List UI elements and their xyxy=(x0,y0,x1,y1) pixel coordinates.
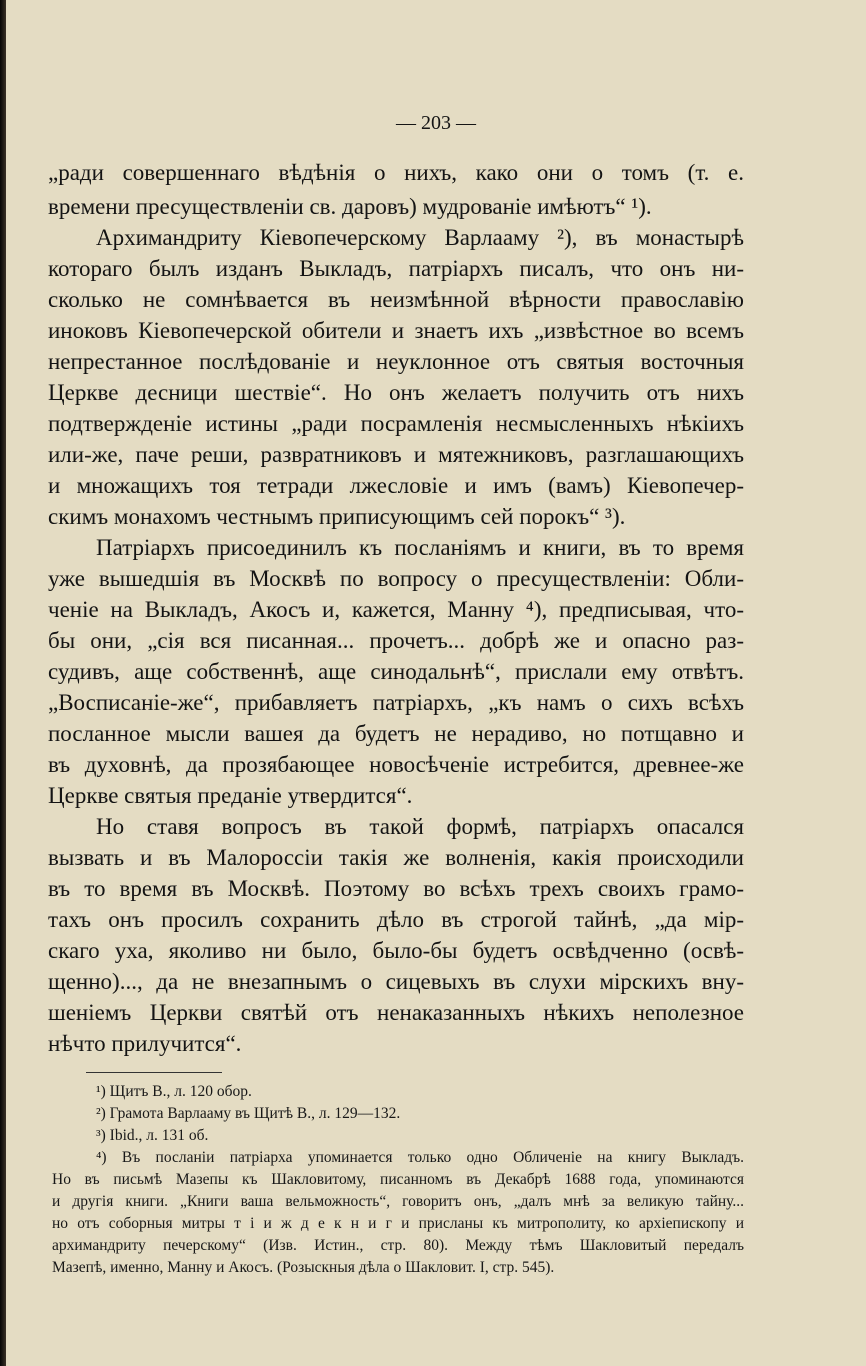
body-line: „Восписаніе-же“, прибавляетъ патріархъ, „къ намъ о сихъ всѣхъ xyxy=(48,690,744,715)
body-line: посланное мысли вашея да будетъ не нерадиво, но потщавно и xyxy=(48,721,744,746)
body-line: непрестанное послѣдованіе и неуклонное отъ святыя восточныя xyxy=(48,349,744,374)
body-line: иноковъ Кіевопечерской обители и знаетъ ихъ „извѣстное во всемъ xyxy=(48,318,744,343)
footnote: ³) Ibid., л. 131 об. xyxy=(96,1127,209,1144)
footnote-line: но отъ соборныя митры т і и ж д е к н и г и присланы къ митрополиту, ко архіепископу и xyxy=(52,1215,744,1232)
paragraph-start-line: Архимандриту Кіевопечерскому Варлааму ²), въ монастырѣ xyxy=(96,225,744,250)
page-number: — 203 — xyxy=(396,112,476,134)
body-line: сколько не сомнѣвается въ неизмѣнной вѣрности православію xyxy=(48,287,744,312)
body-line: шеніемъ Церкви святѣй отъ ненаказанныхъ нѣкихъ неполезное xyxy=(48,1000,744,1025)
body-line: подтвержденіе истины „ради посрамленія несмысленныхъ нѣкіихъ xyxy=(48,411,744,436)
body-line: въ духовнѣ, да прозябающее новосѣченіе истребится, древнее-же xyxy=(48,752,744,777)
body-line: скимъ монахомъ честнымъ приписующимъ сей порокъ“ ³). xyxy=(48,504,626,529)
body-line: судивъ, аще собственнѣ, аще синодальнѣ“, прислали ему отвѣтъ. xyxy=(48,659,744,684)
footnote: ⁴) Въ посланіи патріарха упоминается только одно Обличеніе на книгу Выкладъ. xyxy=(96,1149,744,1166)
body-line: ченіе на Выкладъ, Акосъ и, кажется, Манну ⁴), предписывая, что- xyxy=(48,597,744,622)
body-line: времени пресуществленіи св. даровъ) мудрованіе имѣютъ“ ¹). xyxy=(48,194,652,219)
paragraph-start-line: Патріархъ присоединилъ къ посланіямъ и книги, въ то время xyxy=(96,535,744,560)
body-line: тахъ онъ просилъ сохранить дѣло въ строгой тайнѣ, „да мір- xyxy=(48,907,744,932)
body-line: нѣчто прилучится“. xyxy=(48,1031,242,1056)
body-line: котораго былъ изданъ Выкладъ, патріархъ писалъ, что онъ ни- xyxy=(48,256,744,281)
body-line: Церкве святыя преданіе утвердится“. xyxy=(48,783,413,808)
body-line: или-же, паче реши, развратниковъ и мятежниковъ, разглашающихъ xyxy=(48,442,744,467)
footnote: ¹) Щитъ В., л. 120 обор. xyxy=(96,1083,252,1100)
body-line: уже вышедшія въ Москвѣ по вопросу о пресуществленіи: Обли- xyxy=(48,566,744,591)
body-line: Церкве десници шествіе“. Но онъ желаетъ получить отъ нихъ xyxy=(48,380,744,405)
body-line: бы они, „сія вся писанная... прочетъ... добрѣ же и опасно раз- xyxy=(48,628,744,653)
body-line: въ то время въ Москвѣ. Поэтому во всѣхъ трехъ своихъ грамо- xyxy=(48,876,744,901)
footnote-line: Но въ письмѣ Мазепы къ Шакловитому, писанномъ въ Декабрѣ 1688 года, упоминаются xyxy=(52,1171,744,1188)
body-line: скаго уха, яколиво ни было, было-бы будетъ освѣдченно (освѣ- xyxy=(48,938,744,963)
book-page xyxy=(6,0,866,1366)
body-line: и множащихъ тоя тетради лжесловіе и имъ (вамъ) Кіевопечер- xyxy=(48,473,744,498)
footnote-line: Мазепѣ, именно, Манну и Акосъ. (Розыскныя дѣла о Шакловит. I, стр. 545). xyxy=(52,1259,555,1276)
body-line: „ради совершеннаго вѣдѣнія о нихъ, како они о томъ (т. е. xyxy=(48,160,744,185)
footnote-line: и другія книги. „Книги ваша вельможность“, говоритъ онъ, „далъ мнѣ за великую тайну... xyxy=(52,1193,744,1210)
paragraph-start-line: Но ставя вопросъ въ такой формѣ, патріархъ опасался xyxy=(96,814,744,839)
footnote: ²) Грамота Варлааму въ Щитѣ В., л. 129—132. xyxy=(96,1105,401,1122)
footnote-line: архимандриту печерскому“ (Изв. Истин., стр. 80). Между тѣмъ Шакловитый передалъ xyxy=(52,1237,744,1254)
body-line: щенно)..., да не внезапнымъ о сицевыхъ въ слухи мірскихъ вну- xyxy=(48,969,744,994)
footnote-divider xyxy=(86,1072,222,1073)
body-line: вызвать и въ Малороссіи такія же волненія, какія происходили xyxy=(48,845,744,870)
